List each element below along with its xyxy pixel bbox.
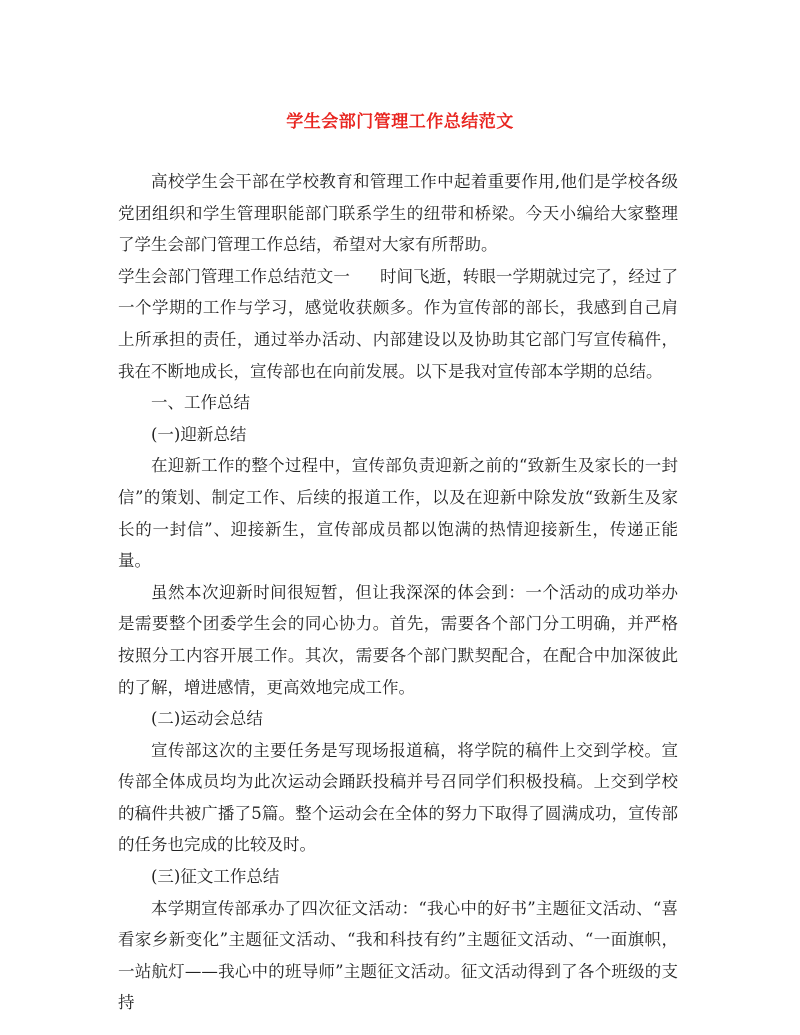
- heading-essay-contest: (三)征文工作总结: [151, 867, 280, 887]
- heading-sports-meet: (二)运动会总结: [151, 709, 263, 729]
- paragraph-summary-one-text: 时间飞逝，转眼一学期就过完了，经过了一个学期的工作与学习，感觉收获颇多。作为宣传部的部长，我感到自己肩上所承担的责任，通过举办活动、内部建设以及协助其它部门写宣传稿件，我在不断地成长，宣传部也在向前发展。以下是我对宣传部本学期的总结。: [118, 266, 678, 381]
- section-lead-label: 学生会部门管理工作总结范文一: [118, 266, 350, 286]
- document-body: [118, 166, 678, 1019]
- paragraph-intro: 高校学生会干部在学校教育和管理工作中起着重要作用,他们是学校各级党团组织和学生管理职能部门联系学生的纽带和桥梁。今天小编给大家整理了学生会部门管理工作总结，希望对大家有所帮助。: [118, 172, 678, 255]
- paragraph-summary-one: [118, 261, 678, 387]
- paragraph-sports-meet: 宣传部这次的主要任务是写现场报道稿，将学院的稿件上交到学校。宣传部全体成员均为此次运动会踊跃投稿并号召同学们积极投稿。上交到学校的稿件共被广播了5篇。整个运动会在全体的努力下取得了圆满成功，宣传部的任务也完成的比较及时。: [118, 740, 678, 855]
- heading-work-summary: 一、工作总结: [151, 393, 250, 413]
- paragraph-orientation-2: 虽然本次迎新时间很短暂，但让我深深的体会到：一个活动的成功举办是需要整个团委学生会的同心协力。首先，需要各个部门分工明确，并严格按照分工内容开展工作。其次，需要各个部门默契配合，在配合中加深彼此的了解，增进感情，更高效地完成工作。: [118, 582, 678, 697]
- paragraph-orientation-1: 在迎新工作的整个过程中，宣传部负责迎新之前的“致新生及家长的一封信”的策划、制定工作、后续的报道工作，以及在迎新中除发放“致新生及家长的一封信”、迎接新生，宣传部成员都以饱满的热情迎接新生，传递正能量。: [118, 456, 678, 571]
- document-title: 学生会部门管理工作总结范文: [286, 112, 514, 132]
- paragraph-essay-contest: 本学期宣传部承办了四次征文活动：“我心中的好书”主题征文活动、“喜看家乡新变化”主题征文活动、“我和科技有约”主题征文活动、“一面旗帜，一站航灯——我心中的班导师”主题征文活动。征文活动得到了各个班级的支持: [118, 898, 678, 1013]
- heading-orientation: (一)迎新总结: [151, 424, 247, 444]
